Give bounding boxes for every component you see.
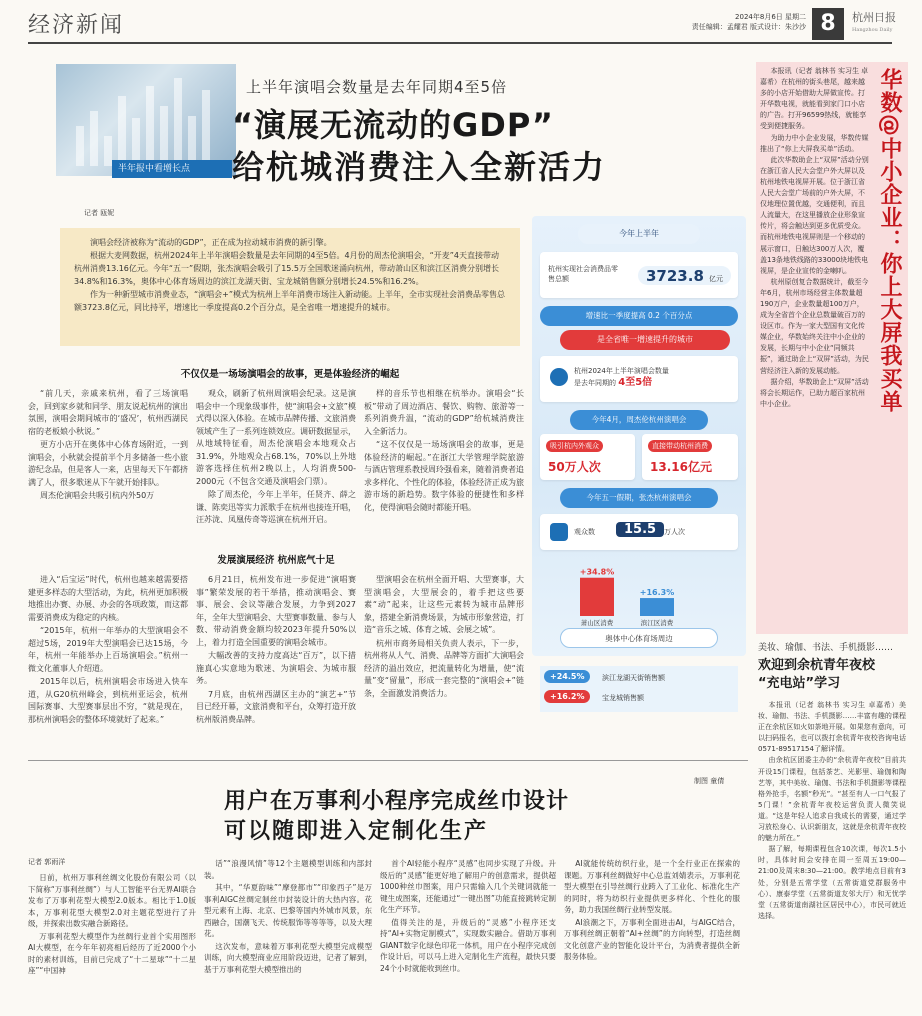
main-headline-2: 给杭城消费注入全新活力 bbox=[232, 148, 607, 186]
paragraph: “2015年，杭州一年举办的大型演唱会不超过5场，2019年大型演唱会已达15场，今年，杭州一年能举办上百场演唱会。”杭州一微文化董事人介绍道。 bbox=[28, 626, 188, 673]
paragraph: 值得关注的是，升级后的“灵感”小程序还支持“AI+实物定制模式”，实现数实融合。借助万事利GIANT数字化绿色印花一体机，用户在小程序完成创作设计后，可以马上进入定制化生产流程，最快只要24个小时就能收到丝巾。 bbox=[380, 917, 556, 973]
masthead-date-info bbox=[636, 12, 806, 32]
article-column bbox=[196, 574, 356, 727]
concert-value: 4至5倍 bbox=[618, 377, 653, 388]
retail-value-box bbox=[638, 266, 731, 285]
retail-value: 3723.8 bbox=[646, 267, 704, 285]
side-article-title-2: “充电站”学习 bbox=[758, 676, 841, 691]
fans-label: 吸引杭内外观众 bbox=[546, 440, 603, 452]
paragraph: AI就能传统纺织行业，是一个全行业正在探索的课题。万事利丝绸做好中心总监刘婧表示，万事利花型大模型在引导丝绸行业跨入了工业化、标准化生产的同时，将为纺织行业提供更多样化、个性化的服务，助力我国丝绸行业转型发展。 bbox=[564, 859, 740, 914]
paragraph: 观众，刷新了杭州周演唱会纪录。这是演唱会中一个现象级事件，使“演唱会+文旅”模式得以深入体验。在城市品牌传播、文旅消费领域产生了一系列连锁效应。调研数据显示，从地域特征看，周杰伦演唱会本地观众占31.9%，外地观众占68.1%，70%以上外地游客选择住杭州2晚以上，人均消费500-2000元（不包含交通及演唱会门票）。 bbox=[196, 389, 356, 486]
paragraph: 日前，杭州万事利丝绸文化股份有限公司（以下简称“万事利丝绸”）与人工智能平台无界AI联合发布了万事利花型大模型2.0版本。相比于1.0版本，万事利花型大模型2.0对主题花型进行了升级，并探索出数实融合新路径。 bbox=[28, 873, 196, 928]
paragraph: “这不仅仅是一场场演唱会的故事，更是体验经济的崛起。”在浙江大学管理学院旅游与酒店管理系教授周玲强看来，随着消费者追求多样化、个性化的体验，体验经济正成为旅游市场的新趋势。数字体验的便捷性和多样化，使得演唱会随时都能开唱。 bbox=[364, 440, 524, 512]
sidebar-paragraph: 据介绍，华数助企上“双屏”活动将会长期运作，已助力超百家杭州中小企业。 bbox=[760, 377, 869, 408]
mall-1-label: 滨江龙湖天街销售额 bbox=[602, 674, 665, 682]
sidebar-paragraph: 杭州原创复合数据统计，截至今年6月，杭州市场经营主体数量超190万户，企业数量超100万户，成为全省首个企业总数量破百万的设区市。作为一家大型国有文化传媒企业，华数始终关注中小企业的发展，长期与中小企业“同频共振”，通过助企上“双屏”活动，为民营经济注入新的发展动能。 bbox=[760, 277, 869, 375]
side-article-kicker: 美妆、瑜伽、书法、手机摄影…… bbox=[758, 643, 894, 653]
sidebar-paragraph: 本报讯（记者 翁林书 实习生 卓嘉希）在杭州的街头巷尾，越来越多的小店开始借助大屏做宣传。打开华数电视，就能看到家门口小店的广告。打开96599热线，就能享受到便捷服务。 bbox=[760, 67, 869, 131]
mall-2-label: 宝龙城销售额 bbox=[602, 694, 644, 702]
paragraph: 样的音乐节也相继在杭举办。演唱会“长板”带动了周边酒店、餐饮、购物、旅游等一系列消费升温，“流动的GDP”给杭城消费注入全新活力。 bbox=[364, 389, 524, 436]
periphery-banner: 奥体中心体育场周边 bbox=[560, 628, 718, 648]
concert-card bbox=[540, 356, 738, 402]
story2-column bbox=[28, 872, 196, 978]
section-title: 经济新闻 bbox=[28, 13, 125, 38]
paragraph: 大幅改善的支持力度高达“百万”，以下措施真心实意地为歌迷、为演唱会、为城市服务。 bbox=[196, 651, 356, 685]
paragraph: 进入“后宝运”时代，杭州也越来越需要搭建更多样态的大型活动，为此，杭州更加积极地推出办赛、办展、办会的各项政策，而这都需要消费成为稳定的内核。 bbox=[28, 575, 188, 622]
mall-stats-box bbox=[540, 666, 738, 712]
audience-label: 观众数 bbox=[574, 528, 595, 536]
paragraph: 周杰伦演唱会共吸引杭内外50万 bbox=[40, 491, 155, 500]
retail-unit: 亿元 bbox=[708, 275, 723, 283]
main-headline-1: “演展无流动的GDP” bbox=[232, 106, 554, 144]
audience-value: 15.5 bbox=[616, 522, 664, 537]
paragraph: AI浪潮之下，万事利全面进击AI，与AIGC结合，万事利丝绸正朝着“AI+丝绸”的方向转型，打造丝绸文化创意产业的智能化设计平台，为消费者提供全新服务体验。 bbox=[564, 917, 740, 961]
paragraph: 杭州市商务局相关负责人表示，下一步，杭州将从人气、消费、品牌等方面扩大演唱会经济的溢出效应，把流量转化为增量，使“流量”变“留量”，形成一套完整的“演唱会+”链条，全面激发消费活力。 bbox=[364, 638, 524, 698]
concert-text-1: 杭州2024年上半年演唱会数量 bbox=[574, 367, 669, 375]
retail-card bbox=[540, 252, 738, 298]
editor-line: 责任编辑：孟耀君 版式设计：朱沙沙 bbox=[691, 23, 806, 31]
retail-label: 杭州实现社会消费品零售总额 bbox=[548, 265, 618, 283]
mall-1-value: +24.5% bbox=[544, 670, 590, 683]
district-growth-chart bbox=[540, 556, 738, 626]
audience-card bbox=[540, 514, 738, 550]
story2-column bbox=[564, 858, 740, 964]
sidebar-paragraph: 为助力中小企业发展，华数传媒推出了“你上大屏我买单”活动。 bbox=[760, 133, 869, 153]
headline-kicker: 上半年演唱会数量是去年同期4至5倍 bbox=[246, 78, 508, 96]
graphic-credit: 制图 童倩 bbox=[694, 777, 725, 785]
mall-2-value: +16.2% bbox=[544, 690, 590, 703]
growth-bar-category: 滨江区消费 bbox=[640, 619, 674, 626]
growth-bar bbox=[580, 578, 614, 616]
paper-logo bbox=[852, 12, 896, 36]
growth-bar-value: +16.3% bbox=[639, 588, 675, 598]
subhead-experience-economy: 不仅仅是一场场演唱会的故事，更是体验经济的崛起 bbox=[180, 369, 400, 380]
paragraph: 7月底，由杭州西湖区主办的“演艺+”节目已经开幕，文旅消费和平台，众筹打造开放杭州版消费品牌。 bbox=[196, 689, 356, 724]
spend-value: 13.16亿元 bbox=[650, 460, 712, 474]
date-line: 2024年8月6日 星期二 bbox=[735, 13, 806, 21]
growth-bar bbox=[640, 598, 674, 616]
infographic-panel bbox=[532, 216, 746, 656]
article-column bbox=[364, 574, 524, 701]
story2-headline-1: 用户在万事利小程序完成丝巾设计 bbox=[224, 789, 570, 814]
spend-label: 直接带动杭州消费 bbox=[648, 440, 712, 452]
paragraph: 话”“浪漫风情”等12个主题模型训练和内部封装。 bbox=[204, 859, 372, 880]
paragraph: 2015年以后，杭州演唱会市场进入快车道，从G20杭州峰会，到杭州亚运会，杭州国际赛事、大型赛事层出不穷，“就是现在，那杭州演唱会的整体环境就好了起来。” bbox=[28, 677, 188, 724]
lede-box bbox=[60, 228, 520, 346]
side-article-title-1: 欢迎到余杭青年夜校 bbox=[758, 658, 876, 673]
paper-logo-sub: Hangzhou Daily bbox=[852, 27, 893, 33]
subhead-hangzhou-confidence: 发展演展经济 杭州底气十足 bbox=[217, 555, 335, 566]
article-column bbox=[196, 388, 356, 528]
page-number: 8 bbox=[812, 8, 844, 40]
paragraph: 据了解，每期课程包含10次课，每次1.5小时，具体时间会安排在周一至周五19:00—21:00及周末8:30—21:00。教学地点目前有3处，分别是五常学堂（五常街道党群服务中心）、康泰学堂（五常街道友邻大厅）和无忧学堂（五常街道南湖社区居民中心），市民可就近选择。 bbox=[758, 845, 906, 920]
article-column bbox=[364, 388, 524, 515]
sidebar-body bbox=[760, 66, 870, 410]
story2-byline: 记者 郭雨洋 bbox=[28, 858, 66, 866]
paragraph: 首个AI轻能小程序“灵感”也同步实现了升级。升级后的“灵感”能更好地了解用户的创意需求，提供超1000种丝巾图案，用户只需输入几个关键词就能一键生成图案，还能通过“一键出图”功能直接跳转定制化生产环节。 bbox=[380, 859, 556, 914]
growth-banner: 增速比一季度提高 0.2 个百分点 bbox=[540, 306, 738, 326]
lede-paragraph: 根据大麦网数据，杭州2024年上半年演唱会数量是去年同期的4至5倍。4月份的周杰伦演唱会，“开麦”4天直接带动杭州消费13.16亿元。今年“五一”假期，张杰演唱会吸引了15.5万全国歌迷涌向杭州，带动萧山区和滨江区消费分别增长34.8%和16.3%，奥体中心体育场周边的滨江龙湖天街、宝龙城销售额分别增长24.5%和16.2%。 bbox=[74, 251, 500, 286]
section-divider bbox=[28, 760, 748, 761]
info-header: 今年上半年 bbox=[578, 224, 700, 244]
microphone-icon bbox=[550, 368, 568, 386]
lede-paragraph: 演唱会经济被称为“流动的GDP”，正在成为拉动城市消费的新引擎。 bbox=[90, 238, 332, 247]
story2-headline-2: 可以随即进入定制化生产 bbox=[224, 819, 489, 844]
may-banner: 今年五一假期，张杰杭州演唱会 bbox=[560, 488, 718, 508]
paragraph: “前几天，亲戚来杭州，看了三场演唱会，回到家乡就和同学、朋友说起杭州的演出氛围，演唱会期间城市的‘盛况’，杭州西湖民宿的老板娘小秋说。” bbox=[28, 389, 188, 436]
fans-value: 50万人次 bbox=[548, 460, 601, 474]
concert-text-2-label: 是去年同期的 bbox=[574, 379, 616, 387]
story2-column bbox=[380, 858, 556, 975]
paragraph: 万事利花型大模型作为丝绸行业首个实用图形AI大模型，在今年年初亮相后经历了近2000个小时的素材训练，目前已完成了“十二星球”“十二星座”“中国神 bbox=[28, 931, 196, 975]
growth-bar-value: +34.8% bbox=[579, 567, 615, 577]
paragraph: 型演唱会在杭州全面开唱、大型赛事，大型演唱会，大型展会的，着手把这些要素“动”起来，让这些元素转为城市品牌形象，搭建全新消费场景，为城市形象营造，打造“音乐之城、体育之城、会展之城”。 bbox=[364, 575, 524, 634]
concert-text-2 bbox=[574, 378, 652, 388]
paper-logo-text: 杭州日报 bbox=[852, 11, 896, 24]
paragraph: 本报讯（记者 翁林书 实习生 卓嘉希）美妆、瑜伽、书法、手机摄影……丰富有趣的课程正在余杭区如火如荼地开展。如果您有意向，可以扫码报名，也可以拨打余杭青年夜校咨询电话0571-89517154了解详情。 bbox=[758, 701, 906, 754]
masthead-rule bbox=[28, 42, 892, 44]
paragraph: 6月21日，杭州发布进一步促进“演唱赛事”繁荣发展的若干举措，推动演唱会、赛事、展会、会议等融合发展，力争到2027年，全年大型演唱会、大型赛事数量、参与人数、带动消费金额均较2023年提升50%以上，着力打造全国重要的演唱会城市。 bbox=[196, 575, 356, 647]
byline: 记者 瓯妮 bbox=[84, 209, 115, 217]
side-article-body bbox=[758, 700, 906, 922]
spend-card bbox=[642, 434, 738, 480]
paragraph: 其中，“华夏韵味”“摩登都市”“印象西子”是万事利AIGC丝绸定制丝巾封装设计的大热内容。花型元素有上海、北京、巴黎等国内外城市风景，东西融合，国潮飞天、传统服饰等等等等，以及大理花。 bbox=[204, 883, 372, 938]
paragraph: 除了周杰伦，今年上半年，任贤齐、薛之谦、陈奕迅等实力派歌手在杭州也接连开唱，汪苏泷、凤凰传奇等巡演在杭州开启。 bbox=[196, 490, 356, 524]
april-banner: 今年4月，周杰伦杭州演唱会 bbox=[570, 410, 708, 430]
article-column bbox=[28, 574, 188, 727]
article-column bbox=[28, 388, 188, 504]
paragraph: 这次发布，意味着万事利花型大模型完成模型训练，向大模型商业应用阶段迈进，记者了解到，基于万事利花型大模型推出的 bbox=[204, 941, 372, 974]
story2-column bbox=[204, 858, 372, 976]
hero-tag: 半年报中看增长点 bbox=[112, 160, 232, 178]
growth-bar-category: 萧山区消费 bbox=[580, 619, 614, 626]
people-icon bbox=[550, 523, 568, 541]
paragraph: 更方小店开在奥体中心体育场附近，一到演唱会，小秋就会提前半个月多储备一些小旅游纪念品，但是客人一来，店里每天下午都挤满了人，很多歌迷从下午就开始排队。 bbox=[28, 440, 188, 487]
sidebar-paragraph: 此次华数助企上“双屏”活动分别在浙江省人民大会堂户外大屏以及杭州地铁电视屏开展。位于浙江省人民大会堂广场前的户外大屏，不仅地理位置优越，交通便利，而且人流量大，在这里播放企业形象宣传片，将会触达到更多优质受众。而杭州地铁电视屏则是一个移动的展示窗口，日触达300万人次，覆盖13条地铁线路的33000块地铁电视屏，是企业宣传的金喇叭。 bbox=[760, 155, 869, 275]
audience-unit: 万人次 bbox=[664, 528, 685, 536]
fans-card bbox=[540, 434, 635, 480]
rank-banner: 是全省唯一增速提升的城市 bbox=[560, 330, 730, 350]
paragraph: 由余杭区团委主办的“余杭青年夜校”目前共开设15门课程，包括茶艺、光影里、瑜伽和陶艺等，其中美妆、瑜伽、书法和手机摄影等课程格外抢手，名额“秒光”。“甚至有人一口气报了5门课！”余杭青年夜校运营负责人微笑说道。“这是年轻人追求自我成长的需要，通过学习放松身心、认识新朋友，这就是余杭青年夜校的魅力所在。” bbox=[758, 756, 906, 843]
sidebar-title: 华数@中小企业：你上大屏我买单 bbox=[877, 68, 902, 413]
lede-paragraph: 作为一种新型城市消费业态，“演唱会+”模式为杭州上半年消费市场注入新动能。上半年，全市实现社会消费品零售总额3723.8亿元，同比持平，增速比一季度提高0.2个百分点，是全省唯一增速提升的城市。 bbox=[74, 290, 505, 312]
